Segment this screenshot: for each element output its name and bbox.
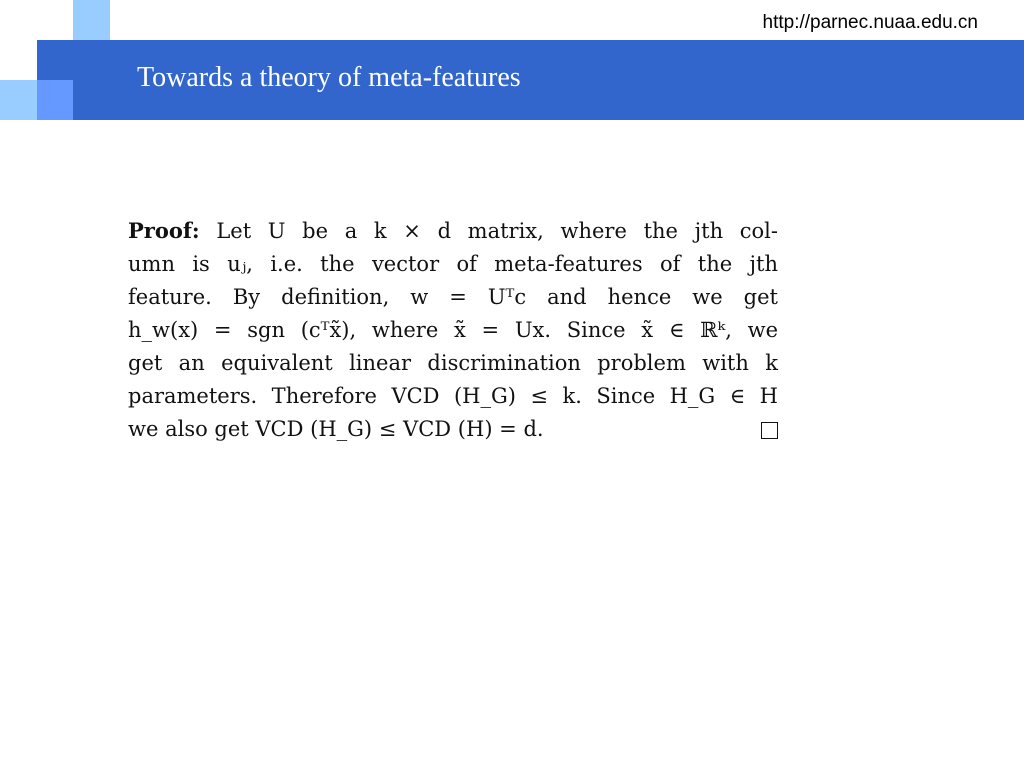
site-url: http://parnec.nuaa.edu.cn [762,12,978,33]
qed-square-icon [761,422,778,439]
proof-label: Proof: [128,218,200,243]
proof-line-last: we also get VCD (H_G) ≤ VCD (H) = d. [128,413,778,446]
slide-title: Towards a theory of meta-features [137,62,521,93]
decor-square [73,0,110,40]
proof-line: get an equivalent linear discrimination problem with k [128,351,778,375]
decor-square [37,80,73,120]
proof-block [128,214,778,446]
proof-line: h_w(x) = sgn (cᵀx̃), where x̃ = Ux. Since x̃ ∈ ℝᵏ, we [128,318,778,342]
proof-line: Proof: Let U be a k × d matrix, where the jth col- [128,218,778,243]
proof-line: parameters. Therefore VCD (H_G) ≤ k. Since H_G ∈ H [128,384,778,408]
proof-line: umn is uⱼ, i.e. the vector of meta-features of the jth [128,252,778,276]
proof-line: feature. By definition, w = Uᵀc and hence we get [128,285,778,309]
decor-square [0,80,37,120]
